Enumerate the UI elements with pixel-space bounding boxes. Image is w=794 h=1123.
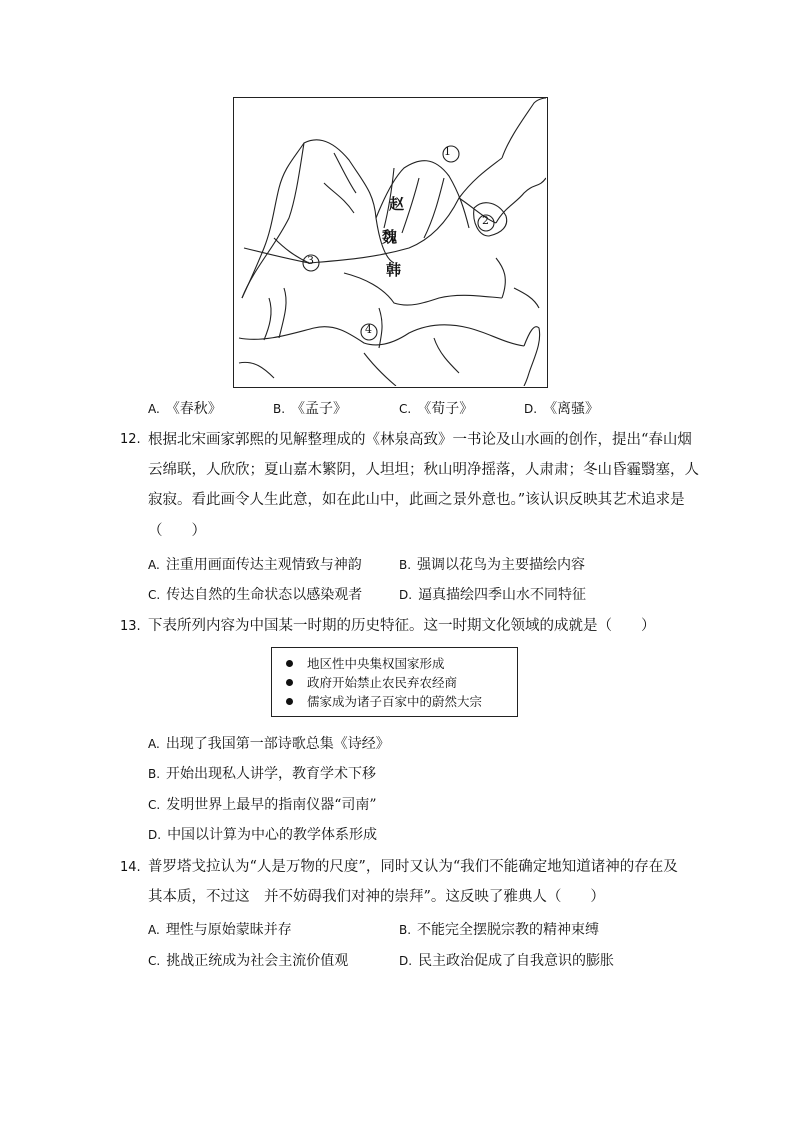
q12-option-b[interactable]: B. 强调以花鸟为主要描绘内容 bbox=[399, 557, 586, 573]
q14-number: 14. bbox=[120, 860, 141, 875]
q11-option-d[interactable]: D. 《离骚》 bbox=[524, 401, 600, 417]
marker-1-label: 1 bbox=[444, 145, 451, 158]
bullet-icon bbox=[286, 698, 293, 705]
q14-option-b[interactable]: B. 不能完全摆脱宗教的精神束缚 bbox=[399, 922, 600, 938]
q13-option-a[interactable]: A. 出现了我国第一部诗歌总集《诗经》 bbox=[148, 736, 390, 752]
q14-option-a[interactable]: A. 理性与原始蒙昧并存 bbox=[148, 922, 292, 938]
q13-stem: 下表所列内容为中国某一时期的历史特征。这一时期文化领域的成就是（ ） bbox=[148, 618, 656, 634]
q14-option-d[interactable]: D. 民主政治促成了自我意识的膨胀 bbox=[399, 953, 615, 969]
q12-option-c[interactable]: C. 传达自然的生命状态以感染观者 bbox=[148, 587, 363, 603]
marker-3-label: 3 bbox=[307, 254, 314, 267]
q11-option-b[interactable]: B. 《孟子》 bbox=[273, 401, 348, 417]
map-label-han: 韩 bbox=[386, 261, 402, 279]
q12-option-d[interactable]: D. 逼真描绘四季山水不同特征 bbox=[399, 587, 587, 603]
q13-option-b[interactable]: B. 开始出现私人讲学，教育学术下移 bbox=[148, 766, 377, 782]
q12-answer-blank: （ ） bbox=[148, 523, 206, 539]
marker-2-label: 2 bbox=[482, 214, 489, 227]
q11-option-a[interactable]: A. 《春秋》 bbox=[148, 401, 222, 417]
map-label-zhao: 赵 bbox=[389, 195, 405, 213]
q14-option-c[interactable]: C. 挑战正统成为社会主流价值观 bbox=[148, 953, 349, 969]
q14-stem-line-1: 普罗塔戈拉认为“人是万物的尺度”，同时又认为“我们不能确定地知道诸神的存在及 bbox=[148, 859, 678, 875]
q13-number: 13. bbox=[120, 619, 141, 634]
marker-4-label: 4 bbox=[365, 323, 372, 336]
q13-option-d[interactable]: D. 中国以计算为中心的教学体系形成 bbox=[148, 827, 378, 843]
q13-feature-table bbox=[271, 647, 518, 717]
q14-stem-line-2: 其本质，不过这 并不妨碍我们对神的崇拜”。这反映了雅典人（ ） bbox=[148, 889, 605, 905]
q12-option-a[interactable]: A. 注重用画面传达主观情致与神韵 bbox=[148, 557, 362, 573]
q12-stem-line-2: 云绵联，人欣欣；夏山嘉木繁阴，人坦坦；秋山明净摇落，人肃肃；冬山昏霾翳塞，人 bbox=[148, 462, 699, 478]
q11-option-c[interactable]: C. 《荀子》 bbox=[399, 401, 474, 417]
table-row: 儒家成为诸子百家中的蔚然大宗 bbox=[286, 692, 517, 711]
table-row: 地区性中央集权国家形成 bbox=[286, 654, 517, 673]
historical-map bbox=[233, 97, 548, 388]
q12-stem-line-1: 根据北宋画家郭熙的见解整理成的《林泉高致》一书论及山水画的创作，提出“春山烟 bbox=[148, 432, 692, 448]
bullet-icon bbox=[286, 679, 293, 686]
map-label-wei: 魏 bbox=[382, 228, 398, 246]
q13-option-c[interactable]: C. 发明世界上最早的指南仪器“司南” bbox=[148, 797, 377, 813]
table-row: 政府开始禁止农民弃农经商 bbox=[286, 673, 517, 692]
bullet-icon bbox=[286, 660, 293, 667]
q12-number: 12. bbox=[120, 432, 141, 447]
q12-stem-line-3: 寂寂。看此画令人生此意，如在此山中，此画之景外意也。”该认识反映其艺术追求是 bbox=[148, 492, 685, 508]
